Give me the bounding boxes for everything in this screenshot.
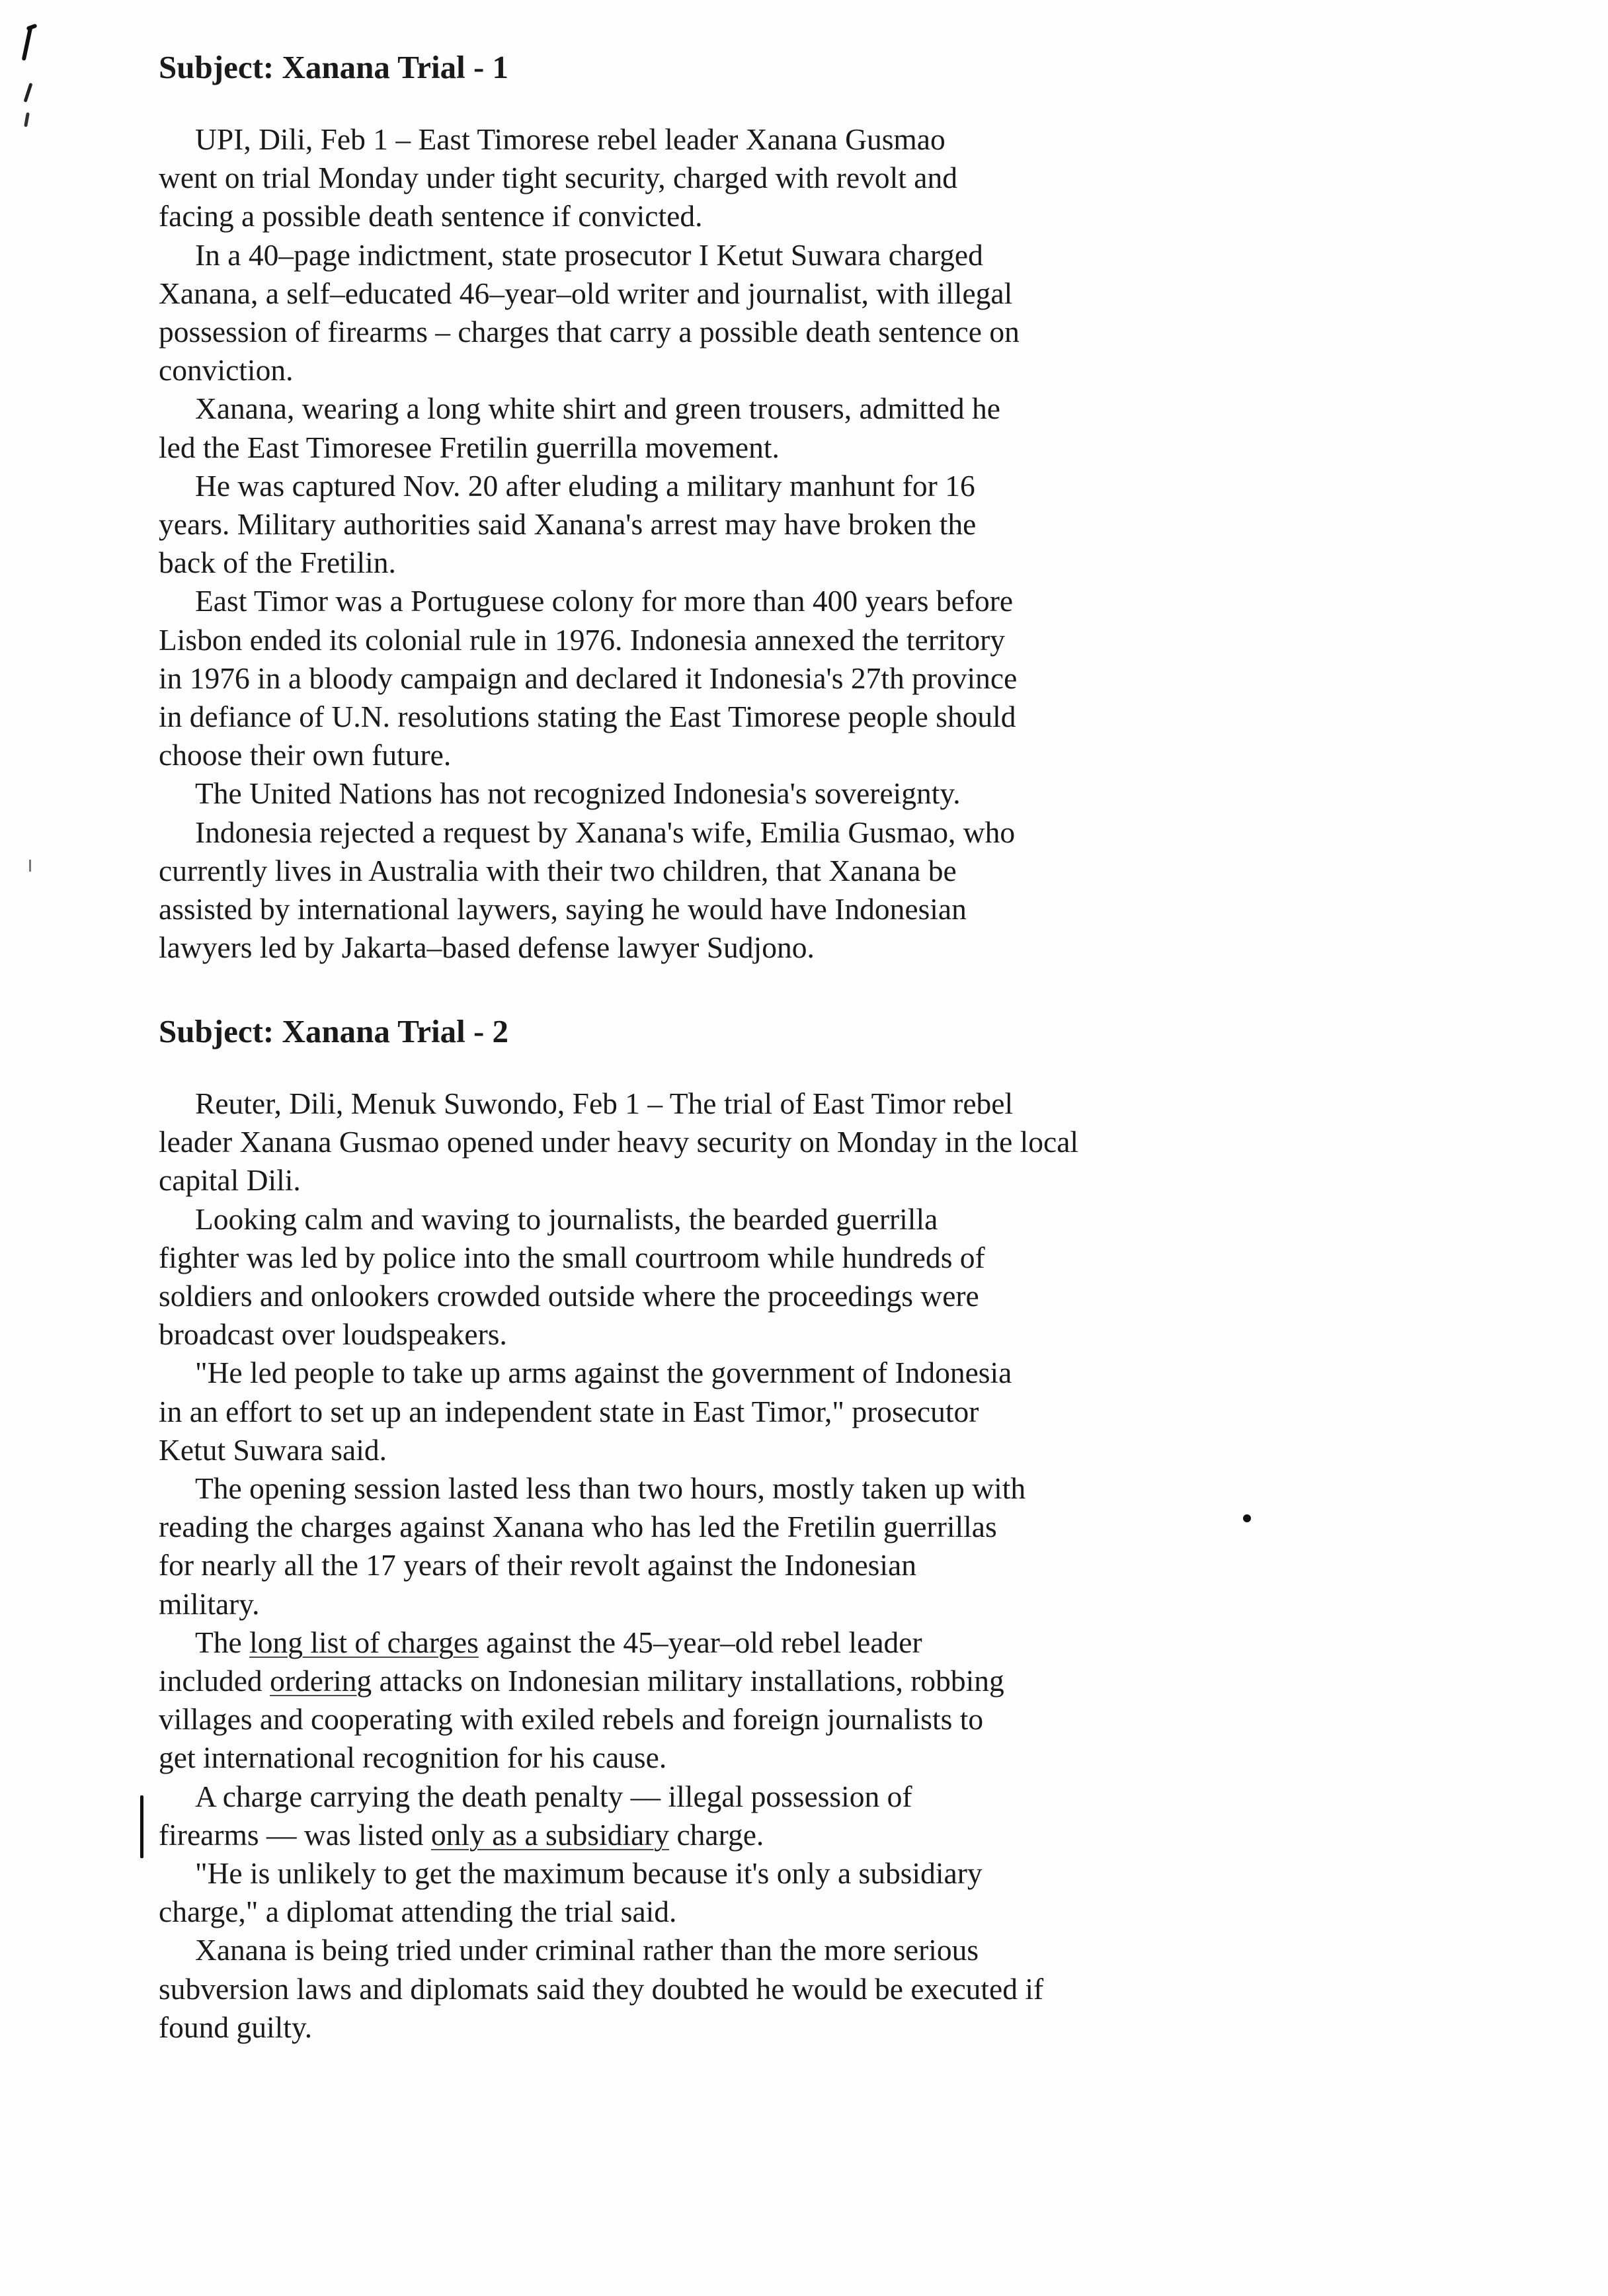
- underlined-phrase: long list of charges: [249, 1625, 479, 1659]
- article-paragraph: "He led people to take up arms against the government of Indonesia in an effort to set up an independent state in East Timor," prosecutor Ketut Suwara said.: [159, 1356, 1012, 1467]
- margin-bar-mark: [140, 1795, 143, 1858]
- article-paragraph: Reuter, Dili, Menuk Suwondo, Feb 1 – The trial of East Timor rebel leader Xanana Gusmao opened under heavy security on Monday in the local capital Dili.: [159, 1086, 1079, 1198]
- article-paragraph: East Timor was a Portuguese colony for more than 400 years before Lisbon ended its colonial rule in 1976. Indonesia annexed the territory in 1976 in a bloody campaign and declared it Indonesia's 27th province in defiance of U.N. resolutions stating the East Timorese people should choose their own future.: [159, 584, 1018, 772]
- article-paragraph: "He is unlikely to get the maximum because it's only a subsidiary charge," a diplomat attending the trial said.: [159, 1856, 983, 1929]
- margin-pen-mark: [24, 112, 30, 128]
- article-paragraph-underlined: [159, 1623, 1415, 1778]
- underlined-word: ordering: [270, 1664, 372, 1698]
- text-run: charge.: [669, 1817, 764, 1852]
- margin-pen-mark: [23, 83, 32, 102]
- article-subject: Subject: Xanana Trial - 1: [159, 49, 509, 85]
- text-run: The: [195, 1625, 250, 1659]
- article-paragraph: In a 40–page indictment, state prosecutor I Ketut Suwara charged Xanana, a self–educated 46–year–old writer and journalist, with illegal possession of firearms – charges that carry a possible death sentence on conviction.: [159, 237, 1020, 388]
- text-run: against the 45–year–old rebel leader included: [159, 1625, 922, 1698]
- article-paragraph: Xanana, wearing a long white shirt and green trousers, admitted he led the East Timoresee Fretilin guerrilla movement.: [159, 391, 1000, 464]
- article-trial-1: [159, 48, 1415, 967]
- article-paragraph: The opening session lasted less than two hours, mostly taken up with reading the charges against Xanana who has led the Fretilin guerrillas for nearly all the 17 years of their revolt against the Indonesian military.: [159, 1471, 1026, 1621]
- margin-check-mark: [22, 26, 33, 61]
- text-run: A charge carrying the death penalty –– illegal possession of firearms –– was listed: [159, 1779, 912, 1852]
- article-paragraph: Indonesia rejected a request by Xanana's wife, Emilia Gusmao, who currently lives in Australia with their two children, that Xanana be assisted by international laywers, saying he would have Indonesian lawyers led by Jakarta–based defense lawyer Sudjono.: [159, 815, 1016, 965]
- article-paragraph: Looking calm and waving to journalists, the bearded guerrilla fighter was led by police into the small courtroom while hundreds of soldiers and onlookers crowded outside where the proceedings were broadcast over loudspeakers.: [159, 1202, 985, 1352]
- underlined-phrase: only as a subsidiary: [430, 1817, 670, 1852]
- article-paragraph-subsidiary: [159, 1778, 1415, 1854]
- article-paragraph: Xanana is being tried under criminal rather than the more serious subversion laws and diplomats said they doubted he would be executed if found guilty.: [159, 1933, 1044, 2044]
- article-paragraph: UPI, Dili, Feb 1 – East Timorese rebel leader Xanana Gusmao went on trial Monday under tight security, charged with revolt and facing a possible death sentence if convicted.: [159, 122, 957, 233]
- text-run: attacks on Indonesian military installations, robbing villages and cooperating with exiled rebels and foreign journalists to get international recognition for his cause.: [159, 1664, 1004, 1775]
- article-paragraph: The United Nations has not recognized Indonesia's sovereignty.: [195, 776, 961, 811]
- article-paragraph: He was captured Nov. 20 after eluding a military manhunt for 16 years. Military authorities said Xanana's arrest may have broken the back of the Fretilin.: [159, 468, 977, 580]
- article-trial-2: [159, 1012, 1415, 2047]
- margin-speck: [29, 860, 31, 872]
- article-subject: Subject: Xanana Trial - 2: [159, 1013, 509, 1049]
